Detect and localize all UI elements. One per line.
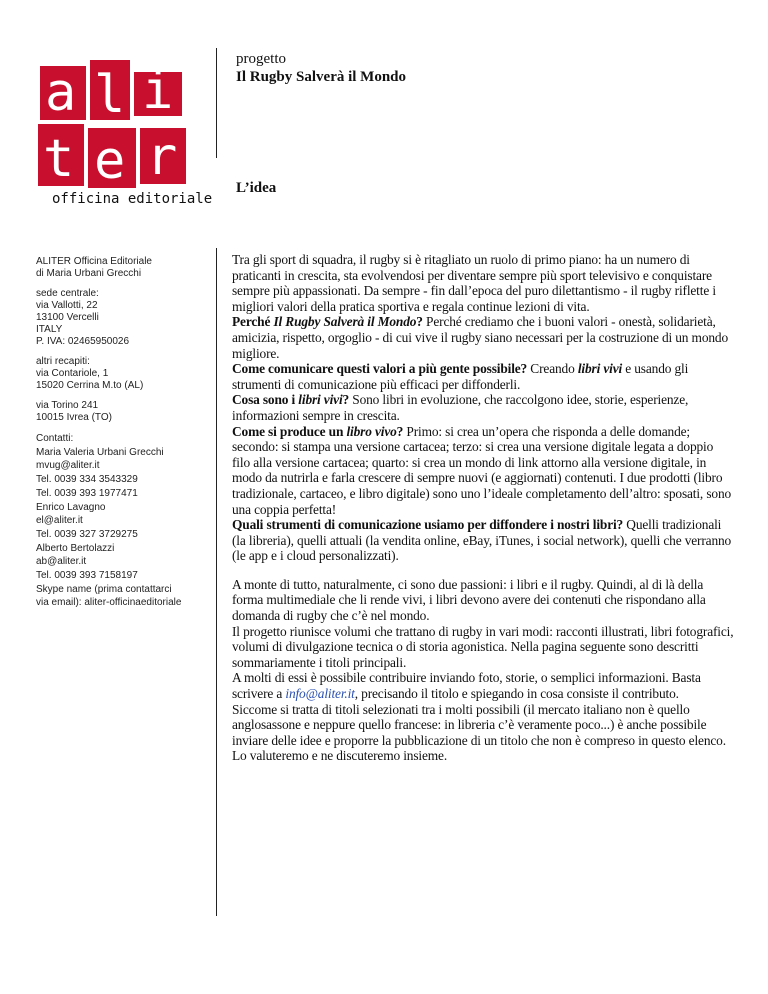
contact-phone: Tel. 0039 393 1977471: [36, 487, 138, 499]
ivrea-street: via Torino 241: [36, 400, 99, 411]
answer-text: Primo: si crea un’opera che risponda a delle domande; secondo: si stampa una versione cartacea; terzo: si crea una versione digitale legata a doppio filo alla versione cartacea; quarto: si crea un mondo di link attorno alla versione digitale, in modo da nutrirla e farla crescere di sempre nuovi (e aggiornati) contenuti. I due prodotti (libro tradizionale, cartaceo, e libro digitale) sono uno l’ideale completamento dell’altro: sposati, sono una coppia perfetta!: [232, 423, 732, 517]
contact-email[interactable]: ab@aliter.it: [36, 556, 87, 568]
contribute-paragraph: [232, 670, 734, 701]
hq-label: sede centrale:: [36, 288, 99, 299]
passions-paragraph: A monte di tutto, naturalmente, ci sono due passioni: i libri e il rugby. Quindi, al di là della forma multimediale che li rende vivi, i libri devono avere dei contenuti che rispondano alla domanda di rugby che c’è nel mondo.: [232, 576, 706, 624]
logo-letter-l: l: [94, 65, 126, 125]
skype-name: via email): aliter-officinaeditoriale: [36, 597, 182, 609]
question-text: Perché: [232, 314, 274, 330]
question-emphasis: libro vivo: [346, 423, 397, 439]
intro-paragraph: Tra gli sport di squadra, il rugby si è ritagliato un ruolo di primo piano: ha un numero di praticanti in crescita, sta evolvendosi per diventare sempre più sport televisivo e conquistare sempre più appassionati. Da sempre - fin dall’epoca del puro dilettantismo - il rugby riflette i migliori valori della pratica sportiva e regala continue lezioni di vita.: [232, 252, 716, 314]
vertical-divider-main: [216, 248, 217, 916]
hq-block: [36, 288, 212, 348]
qa-what-are: [232, 392, 734, 423]
qa-how-produce: [232, 424, 734, 518]
answer-text: e usando gli strumenti di comunicazione più efficaci per diffonderli.: [232, 361, 689, 392]
other-city: 15020 Cerrina M.to (AL): [36, 380, 144, 391]
contribute-text: A molti di essi è possibile contribuire inviando foto, storie, o semplici informazioni. Basta scrivere a: [232, 670, 701, 702]
question-mark: ?: [416, 314, 423, 330]
logo-letter-i: i: [142, 61, 174, 121]
proposals-paragraph: Siccome si tratta di titoli selezionati tra i molti possibili (il mercato italiano non è quello anglosassone e neppure quello francese: in libreria c’è veramente poco...) è anche possibile inviare delle idee e proporre la pubblicazione di un titolo che non è compreso in questo elenco. Lo valuteremo e ne discuteremo insieme.: [232, 701, 726, 764]
question-text: Come si produce un: [232, 423, 347, 439]
question-text: Cosa sono i: [232, 392, 299, 408]
qa-tools: [232, 517, 734, 564]
contact-email[interactable]: el@aliter.it: [36, 515, 83, 527]
project-title: Il Rugby Salverà il Mondo: [236, 69, 407, 85]
answer-text: Quelli tradizionali (la libreria), quelli attuali (la vendita online, eBay, iTunes, i social network), quelli che verranno (le app e i cloud personalizzati).: [232, 517, 732, 564]
question-mark: ?: [342, 392, 350, 408]
email-link[interactable]: info@aliter.it: [285, 686, 355, 702]
contact-email[interactable]: mvug@aliter.it: [36, 460, 100, 472]
logo-tagline: officina editoriale: [52, 191, 213, 207]
other-address-block: [36, 356, 212, 392]
other-label: altri recapiti:: [36, 356, 90, 367]
sidebar-contacts: [36, 256, 212, 618]
hq-city: 13100 Vercelli: [36, 312, 99, 323]
company-owner: di Maria Urbani Grecchi: [36, 268, 142, 279]
ivrea-address-block: [36, 400, 212, 424]
contact-phone: Tel. 0039 327 3729275: [36, 528, 138, 540]
answer-text: Creando: [527, 361, 578, 377]
contact-phone: Tel. 0039 393 7158197: [36, 570, 138, 582]
qa-why: [232, 314, 734, 361]
logo-letter-a: a: [45, 63, 77, 123]
paragraph-gap: [232, 564, 734, 577]
contact-name: Maria Valeria Urbani Grecchi: [36, 446, 164, 458]
contact-name: Enrico Lavagno: [36, 501, 106, 513]
answer-text: Sono libri in evoluzione, che raccolgono idee, storie, esperienze, informazioni sempre in crescita.: [232, 392, 689, 423]
answer-emphasis: libri vivi: [577, 361, 623, 377]
contact-name: Alberto Bertolazzi: [36, 542, 115, 554]
question-mark: ?: [396, 423, 404, 439]
contact-phone: Tel. 0039 334 3543329: [36, 474, 138, 486]
question-emphasis: libri vivi: [298, 392, 343, 408]
question-text: Quali strumenti di comunicazione usiamo per diffondere i nostri libri?: [232, 517, 624, 533]
contacts-block: [36, 432, 212, 610]
aliter-logo: [38, 58, 213, 208]
hq-street: via Vallotti, 22: [36, 300, 98, 311]
company-block: [36, 256, 212, 280]
ivrea-city: 10015 Ivrea (TO): [36, 412, 112, 423]
other-street: via Contariole, 1: [36, 368, 109, 379]
contribute-text: , precisando il titolo e spiegando in cosa consiste il contributo.: [354, 686, 679, 702]
project-header: [236, 50, 406, 86]
question-text: Come comunicare questi valori a più gente possibile?: [232, 361, 528, 377]
logo-letter-e: e: [94, 131, 126, 191]
project-paragraph: Il progetto riunisce volumi che trattano di rugby in vari modi: racconti illustrati, libri fotografici, volumi di divulgazione tecnica o di storia agonistica. Nella pagina seguente sono descritti sommariamente i titoli principali.: [232, 623, 734, 670]
vertical-divider-top: [216, 48, 217, 158]
logo-letter-r: r: [146, 127, 178, 187]
skype-note: Skype name (prima contattarci: [36, 583, 172, 595]
hq-country: ITALY: [36, 324, 63, 335]
company-name: ALITER Officina Editoriale: [36, 256, 152, 267]
contacts-label: Contatti:: [36, 433, 74, 444]
answer-text: Perché crediamo che i buoni valori - onestà, solidarietà, amicizia, rispetto, orgoglio - di cui vive il rugby siano necessari per la costruzione di un mondo migliore.: [232, 314, 729, 361]
project-label: progetto: [236, 51, 286, 67]
logo-letter-t: t: [43, 129, 75, 189]
vat-number: P. IVA: 02465950026: [36, 336, 130, 347]
qa-how-communicate: [232, 361, 734, 392]
question-title: Il Rugby Salverà il Mondo: [273, 314, 417, 330]
main-text: [232, 252, 734, 764]
section-title: L’idea: [236, 180, 277, 196]
